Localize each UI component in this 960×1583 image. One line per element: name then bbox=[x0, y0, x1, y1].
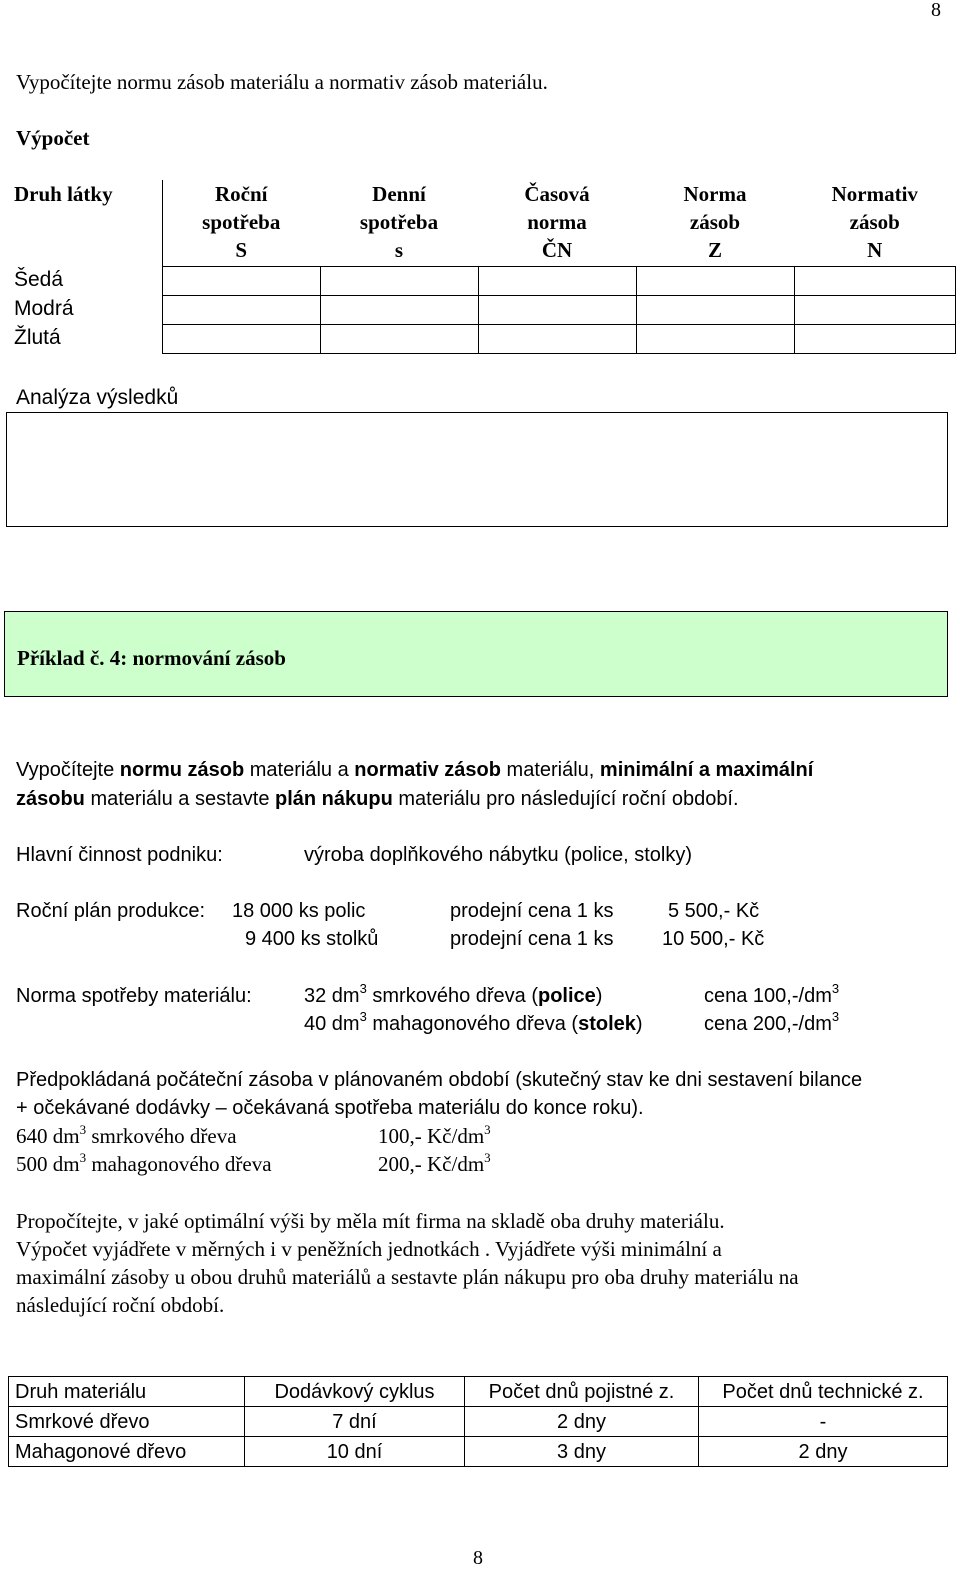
header-denni-spotreba: Denní spotřeba bbox=[359, 182, 439, 234]
production-price-label-2: prodejní cena 1 ks bbox=[450, 928, 614, 950]
table-cell bbox=[320, 295, 478, 324]
table-cell bbox=[320, 266, 478, 295]
initial-stock-line-2: + očekávané dodávky – očekávaná spotřeba materiálu do konce roku). bbox=[16, 1097, 644, 1119]
consumption-row-1: 32 $dm^3$ smrkového dřeva (police) bbox=[304, 981, 603, 1007]
production-plan-label: Roční plán produkce: bbox=[16, 900, 206, 922]
table-cell bbox=[320, 324, 478, 353]
table-cell bbox=[162, 266, 320, 295]
example-banner bbox=[4, 611, 948, 697]
calculation-table bbox=[8, 180, 956, 354]
page-number-bottom: 8 bbox=[473, 1547, 483, 1569]
table-cell bbox=[794, 266, 956, 295]
symbol-N: N bbox=[794, 236, 956, 266]
analysis-heading: Analýza výsledků bbox=[16, 386, 179, 409]
table-row bbox=[9, 1407, 948, 1437]
table-cell bbox=[162, 295, 320, 324]
table-cell: 2 dny bbox=[699, 1437, 948, 1467]
initial-stock-line-1: Předpokládaná počáteční zásoba v plánovaném období (skutečný stav ke dni sestavení bilance bbox=[16, 1069, 863, 1091]
main-activity-label: Hlavní činnost podniku: bbox=[16, 844, 223, 866]
production-qty-2: 9 400 ks stolků bbox=[245, 928, 379, 950]
symbol-s: s bbox=[394, 238, 404, 262]
header-rocni-spotreba: Roční spotřeba bbox=[202, 182, 281, 234]
table-cell bbox=[794, 324, 956, 353]
table-cell bbox=[636, 295, 794, 324]
header-druh-latky: Druh látky bbox=[8, 180, 162, 236]
table-cell: 10 dní bbox=[245, 1437, 465, 1467]
table-cell bbox=[636, 324, 794, 353]
material-header-cyklus: Dodávkový cyklus bbox=[245, 1377, 465, 1407]
initial-stock-price-2: 200,- $Kč/dm^3$ bbox=[378, 1150, 491, 1176]
consumption-price-1: cena $100,-/dm^3$ bbox=[704, 981, 840, 1007]
instructions-line-4: následující roční období. bbox=[16, 1293, 225, 1317]
initial-stock-price-1: 100,- $Kč/dm^3$ bbox=[378, 1122, 491, 1148]
header-norma-zasob: Norma zásob bbox=[683, 182, 747, 234]
table-row bbox=[9, 1437, 948, 1467]
table-cell bbox=[478, 295, 636, 324]
table-row-label: Šedá bbox=[8, 266, 162, 295]
consumption-norm-label: Norma spotřeby materiálu: bbox=[16, 985, 252, 1007]
table-cell bbox=[636, 266, 794, 295]
example-title: Příklad č. 4: normování zásob bbox=[17, 646, 286, 670]
production-price-1: 5 500,- Kč bbox=[668, 900, 760, 922]
header-casova-norma: Časová norma bbox=[524, 182, 590, 234]
analysis-box bbox=[6, 412, 948, 527]
production-price-label-1: prodejní cena 1 ks bbox=[450, 900, 614, 922]
instructions-line-2: Výpočet vyjádřete v měrných i v peněžních jednotkách . Vyjádřete výši minimální a bbox=[16, 1237, 722, 1261]
symbol-Z: Z bbox=[707, 238, 722, 262]
instructions-line-3: maximální zásoby u obou druhů materiálů a sestavte plán nákupu pro oba druhy materiálu na bbox=[16, 1265, 799, 1289]
material-header-technicke: Počet dnů technické z. bbox=[699, 1377, 948, 1407]
table-cell bbox=[162, 324, 320, 353]
intro-text: Vypočítejte normu zásob materiálu a normativ zásob materiálu. bbox=[16, 70, 548, 94]
header-normativ-zasob: Normativ zásob bbox=[831, 182, 918, 234]
vypocet-heading: Výpočet bbox=[16, 126, 90, 150]
instructions-line-1: Propočítejte, v jaké optimální výši by měla mít firma na skladě oba druhy materiálu. bbox=[16, 1209, 725, 1233]
task-paragraph: Vypočítejte normu zásob materiálu a normativ zásob materiálu, minimální a maximální zásobu materiálu a sestavte plán nákupu materiálu pro následující roční období. bbox=[16, 759, 814, 810]
table-cell: 7 dní bbox=[245, 1407, 465, 1437]
table-cell bbox=[478, 266, 636, 295]
material-header-druh: Druh materiálu bbox=[9, 1377, 245, 1407]
consumption-price-2: cena $200,-/dm^3$ bbox=[704, 1009, 840, 1035]
production-qty-1: 18 000 ks polic bbox=[232, 900, 366, 922]
page-number-top: 8 bbox=[931, 0, 941, 21]
consumption-row-2: 40 $dm^3$ mahagonového dřeva (stolek) bbox=[304, 1009, 643, 1035]
table-cell bbox=[478, 324, 636, 353]
table-cell: Smrkové dřevo bbox=[9, 1407, 245, 1437]
production-price-2: 10 500,- Kč bbox=[662, 928, 765, 950]
symbol-CN: ČN bbox=[541, 238, 573, 262]
table-row-label: Žlutá bbox=[8, 324, 162, 353]
table-cell: 3 dny bbox=[465, 1437, 699, 1467]
table-cell: Mahagonové dřevo bbox=[9, 1437, 245, 1467]
initial-stock-row-1: 640 $dm^3$ smrkového dřeva bbox=[16, 1122, 237, 1148]
initial-stock-row-2: 500 $dm^3$ mahagonového dřeva bbox=[16, 1150, 272, 1176]
table-cell bbox=[794, 295, 956, 324]
table-cell: - bbox=[699, 1407, 948, 1437]
table-cell: 2 dny bbox=[465, 1407, 699, 1437]
material-table bbox=[8, 1376, 948, 1467]
main-activity-value: výroba doplňkového nábytku (police, stolky) bbox=[304, 844, 692, 866]
table-row-label: Modrá bbox=[8, 295, 162, 324]
material-header-pojistne: Počet dnů pojistné z. bbox=[465, 1377, 699, 1407]
symbol-S: S bbox=[235, 238, 248, 262]
